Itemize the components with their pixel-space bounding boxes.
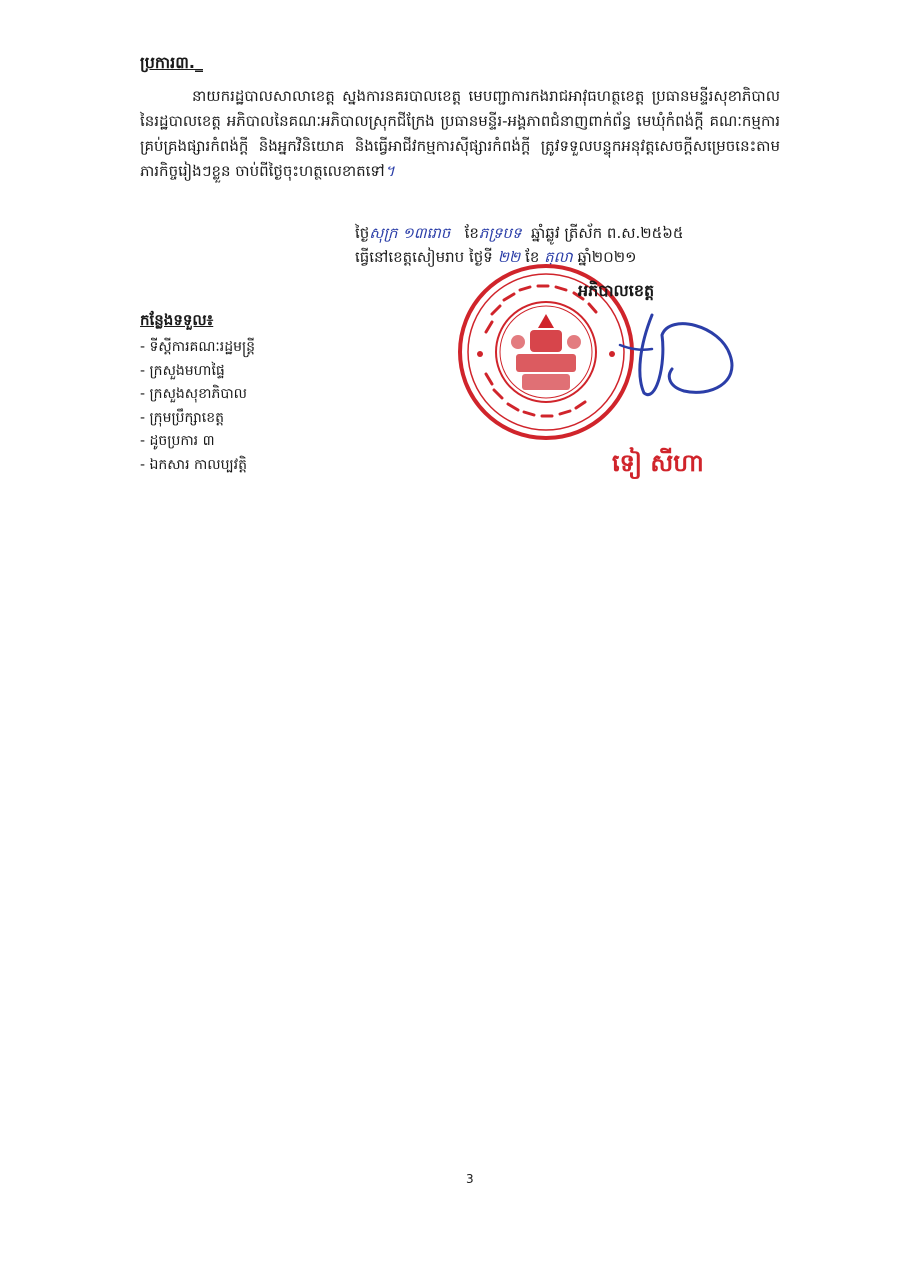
recipients-title: កន្លែងទទួល៖ <box>140 311 214 329</box>
body-paragraph <box>140 84 780 184</box>
lunar-year-text: ឆ្នាំឆ្លូវ ត្រីស័ក ព.ស.២៥៦៥ <box>531 224 684 242</box>
page-number: 3 <box>466 1172 474 1186</box>
recipients-list <box>140 336 255 477</box>
lunar-date-line <box>355 224 683 246</box>
article-title: ប្រការ៣._ <box>140 53 203 72</box>
recipient-item: - ក្រសួងមហាផ្ទៃ <box>140 360 255 384</box>
recipient-item: - ក្រុមប្រឹក្សាខេត្ត <box>140 407 255 431</box>
lunar-day-prefix: ថ្ងៃ <box>355 224 370 242</box>
handwritten-signature <box>600 305 750 405</box>
lunar-month-handwritten: ភទ្របទ <box>478 224 522 242</box>
made-date-prefix: ធ្វើនៅខេត្តសៀមរាប ថ្ងៃទី <box>355 248 493 266</box>
made-month-handwritten: តុលា <box>544 248 573 266</box>
recipient-item: - ក្រសួងសុខាភិបាល <box>140 383 255 407</box>
handwritten-mark: ។ <box>384 162 395 180</box>
recipient-item: - ទីស្តីការគណៈរដ្ឋមន្ត្រី <box>140 336 255 360</box>
recipient-item: - ដូចប្រការ ៣ <box>140 430 255 454</box>
made-day-handwritten: ២២ <box>497 248 521 266</box>
signer-name: ទៀ សីហា <box>612 449 704 477</box>
body-paragraph-text: នាយករដ្ឋបាលសាលាខេត្ត ស្នងការនគរបាលខេត្ត មេបញ្ជាការកងរាជអាវុធហត្ថខេត្ត ប្រធានមន្ទីរសុខាភិបាលនៃរដ្ឋបាលខេត្ត អភិបាលនៃគណៈអភិបាលស្រុកជីក្រែង ប្រធានមន្ទីរ-អង្គភាពជំនាញពាក់ព័ន្ធ មេឃុំកំពង់ក្តី គណៈកម្មការគ្រប់គ្រងផ្សារកំពង់ក្តី និងអ្នកវិនិយោគ និងធ្វើអាជីវកម្មការសុីផ្សារកំពង់ក្តី ត្រូវទទួលបន្ទុកអនុវត្តសេចក្តីសម្រេចនេះតាមភារកិច្ចរៀងៗខ្លួន ចាប់ពីថ្ងៃចុះហត្ថលេខាតទៅ <box>140 87 780 180</box>
signer-title: អភិបាលខេត្ត <box>578 281 655 300</box>
made-year-text: ឆ្នាំ២០២១ <box>577 248 637 266</box>
lunar-month-prefix: ខែ <box>464 224 479 242</box>
made-month-prefix: ខែ <box>525 248 540 266</box>
lunar-day-handwritten: សុក្រ ១៣រោច <box>369 224 451 242</box>
recipient-item: - ឯកសារ កាលប្បវត្តិ <box>140 454 255 478</box>
